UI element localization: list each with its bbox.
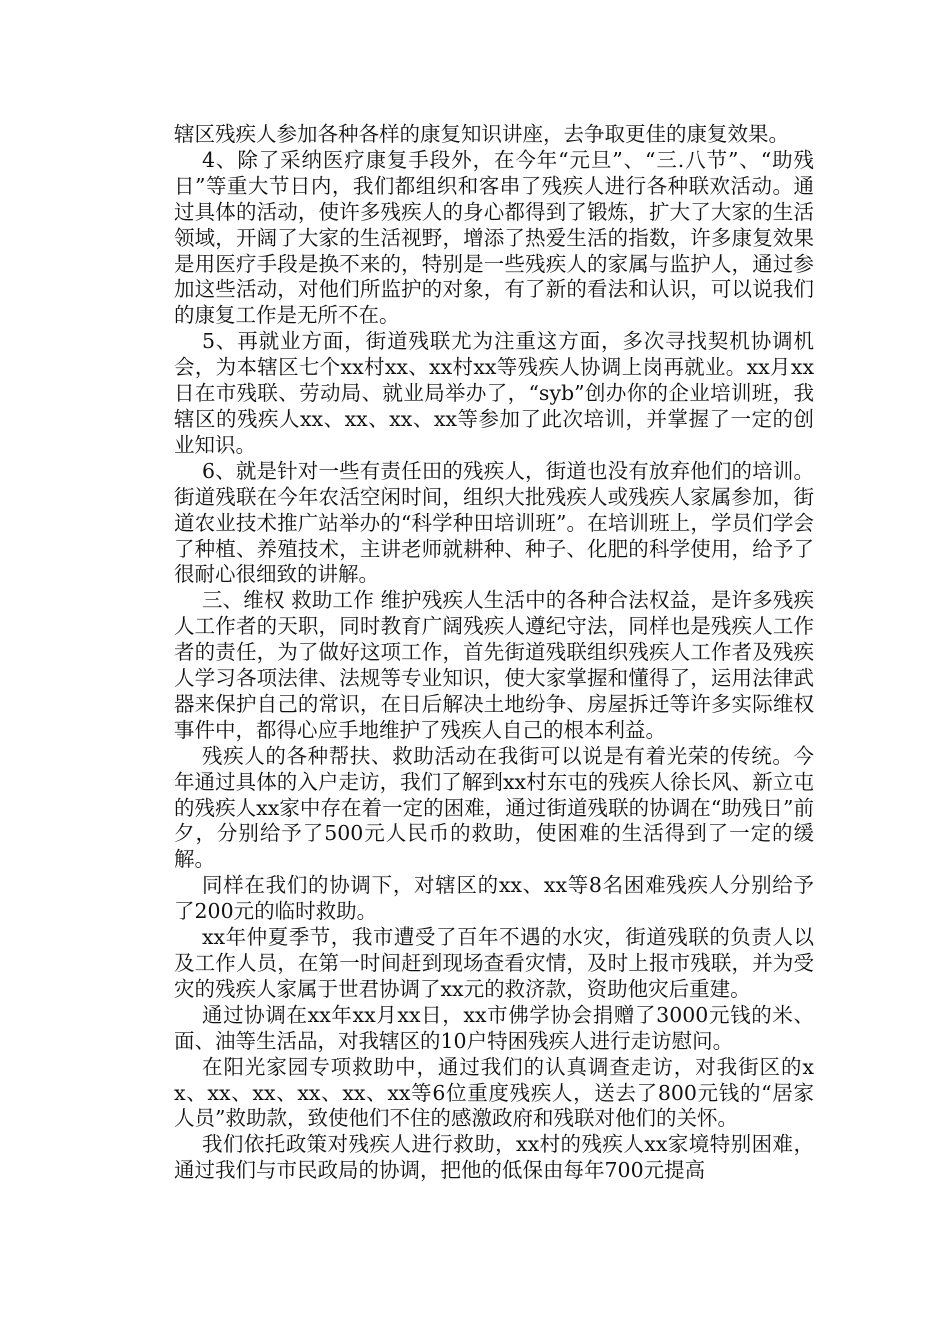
paragraph-6: 残疾人的各种帮扶、救助活动在我街可以说是有着光荣的传统。今年通过具体的入户走访，我们了解到xx村东屯的残疾人徐长风、新立屯的残疾人xx家中存在着一定的困难，通过街道残联的协调在“助残日”前夕，分别给予了500元人民币的救助，使困难的生活得到了一定的缓解。 — [174, 743, 814, 872]
paragraph-1: 辖区残疾人参加各种各样的康复知识讲座，去争取更佳的康复效果。 — [174, 122, 789, 146]
paragraph-4: 6、就是针对一些有责任田的残疾人，街道也没有放弃他们的培训。街道残联在今年农活空闲时间，组织大批残疾人或残疾人家属参加，街道农业技术推广站举办的“科学种田培训班”。在培训班上，学员们学会了种植、养殖技术，主讲老师就耕种、种子、化肥的科学使用，给予了很耐心很细致的讲解。 — [174, 458, 814, 587]
paragraph-2: 4、除了采纳医疗康复手段外，在今年“元旦”、“三.八节”、“助残日”等重大节日内，我们都组织和客串了残疾人进行各种联欢活动。通过具体的活动，使许多残疾人的身心都得到了锻炼，扩大了大家的生活领域，开阔了大家的生活视野，增添了热爱生活的指数，许多康复效果是用医疗手段是换不来的，特别是一些残疾人的家属与监护人，通过参加这些活动，对他们所监护的对象，有了新的看法和认识，可以说我们的康复工作是无所不在。 — [174, 147, 814, 328]
paragraph-10: 在阳光家园专项救助中，通过我们的认真调查走访，对我街区的xx、xx、xx、xx、xx、xx等6位重度残疾人，送去了800元钱的“居家人员”救助款，致使他们不住的感激政府和残联对他们的关怀。 — [174, 1054, 814, 1131]
paragraph-7: 同样在我们的协调下，对辖区的xx、xx等8名困难残疾人分别给予了200元的临时救助。 — [174, 873, 814, 924]
document-body — [174, 122, 814, 1184]
paragraph-5: 三、维权 救助工作 维护残疾人生活中的各种合法权益，是许多残疾人工作者的天职，同时教育广阔残疾人遵纪守法，同样也是残疾人工作者的责任，为了做好这项工作，首先街道残联组织残疾人工作者及残疾人学习各项法律、法规等专业知识，使大家掌握和懂得了，运用法律武器来保护自己的常识，在日后解决土地纷争、房屋拆迁等许多实际维权事件中，都得心应手地维护了残疾人自己的根本利益。 — [174, 588, 814, 742]
paragraph-11: 我们依托政策对残疾人进行救助，xx村的残疾人xx家境特别困难，通过我们与市民政局的协调，把他的低保由每年700元提高 — [174, 1132, 814, 1183]
paragraph-3: 5、再就业方面，街道残联尤为注重这方面，多次寻找契机协调机会，为本辖区七个xx村xx、xx村xx等残疾人协调上岗再就业。xx月xx日在市残联、劳动局、就业局举办了，“syb”创办你的企业培训班，我辖区的残疾人xx、xx、xx、xx等参加了此次培训，并掌握了一定的创业知识。 — [174, 329, 814, 457]
paragraph-8: xx年仲夏季节，我市遭受了百年不遇的水灾，街道残联的负责人以及工作人员，在第一时间赶到现场查看灾情，及时上报市残联，并为受灾的残疾人家属于世君协调了xx元的救济款，资助他灾后重建。 — [174, 925, 814, 1001]
paragraph-9: 通过协调在xx年xx月xx日，xx市佛学协会捐赠了3000元钱的米、面、油等生活品，对我辖区的10户特困残疾人进行走访慰问。 — [174, 1002, 814, 1053]
